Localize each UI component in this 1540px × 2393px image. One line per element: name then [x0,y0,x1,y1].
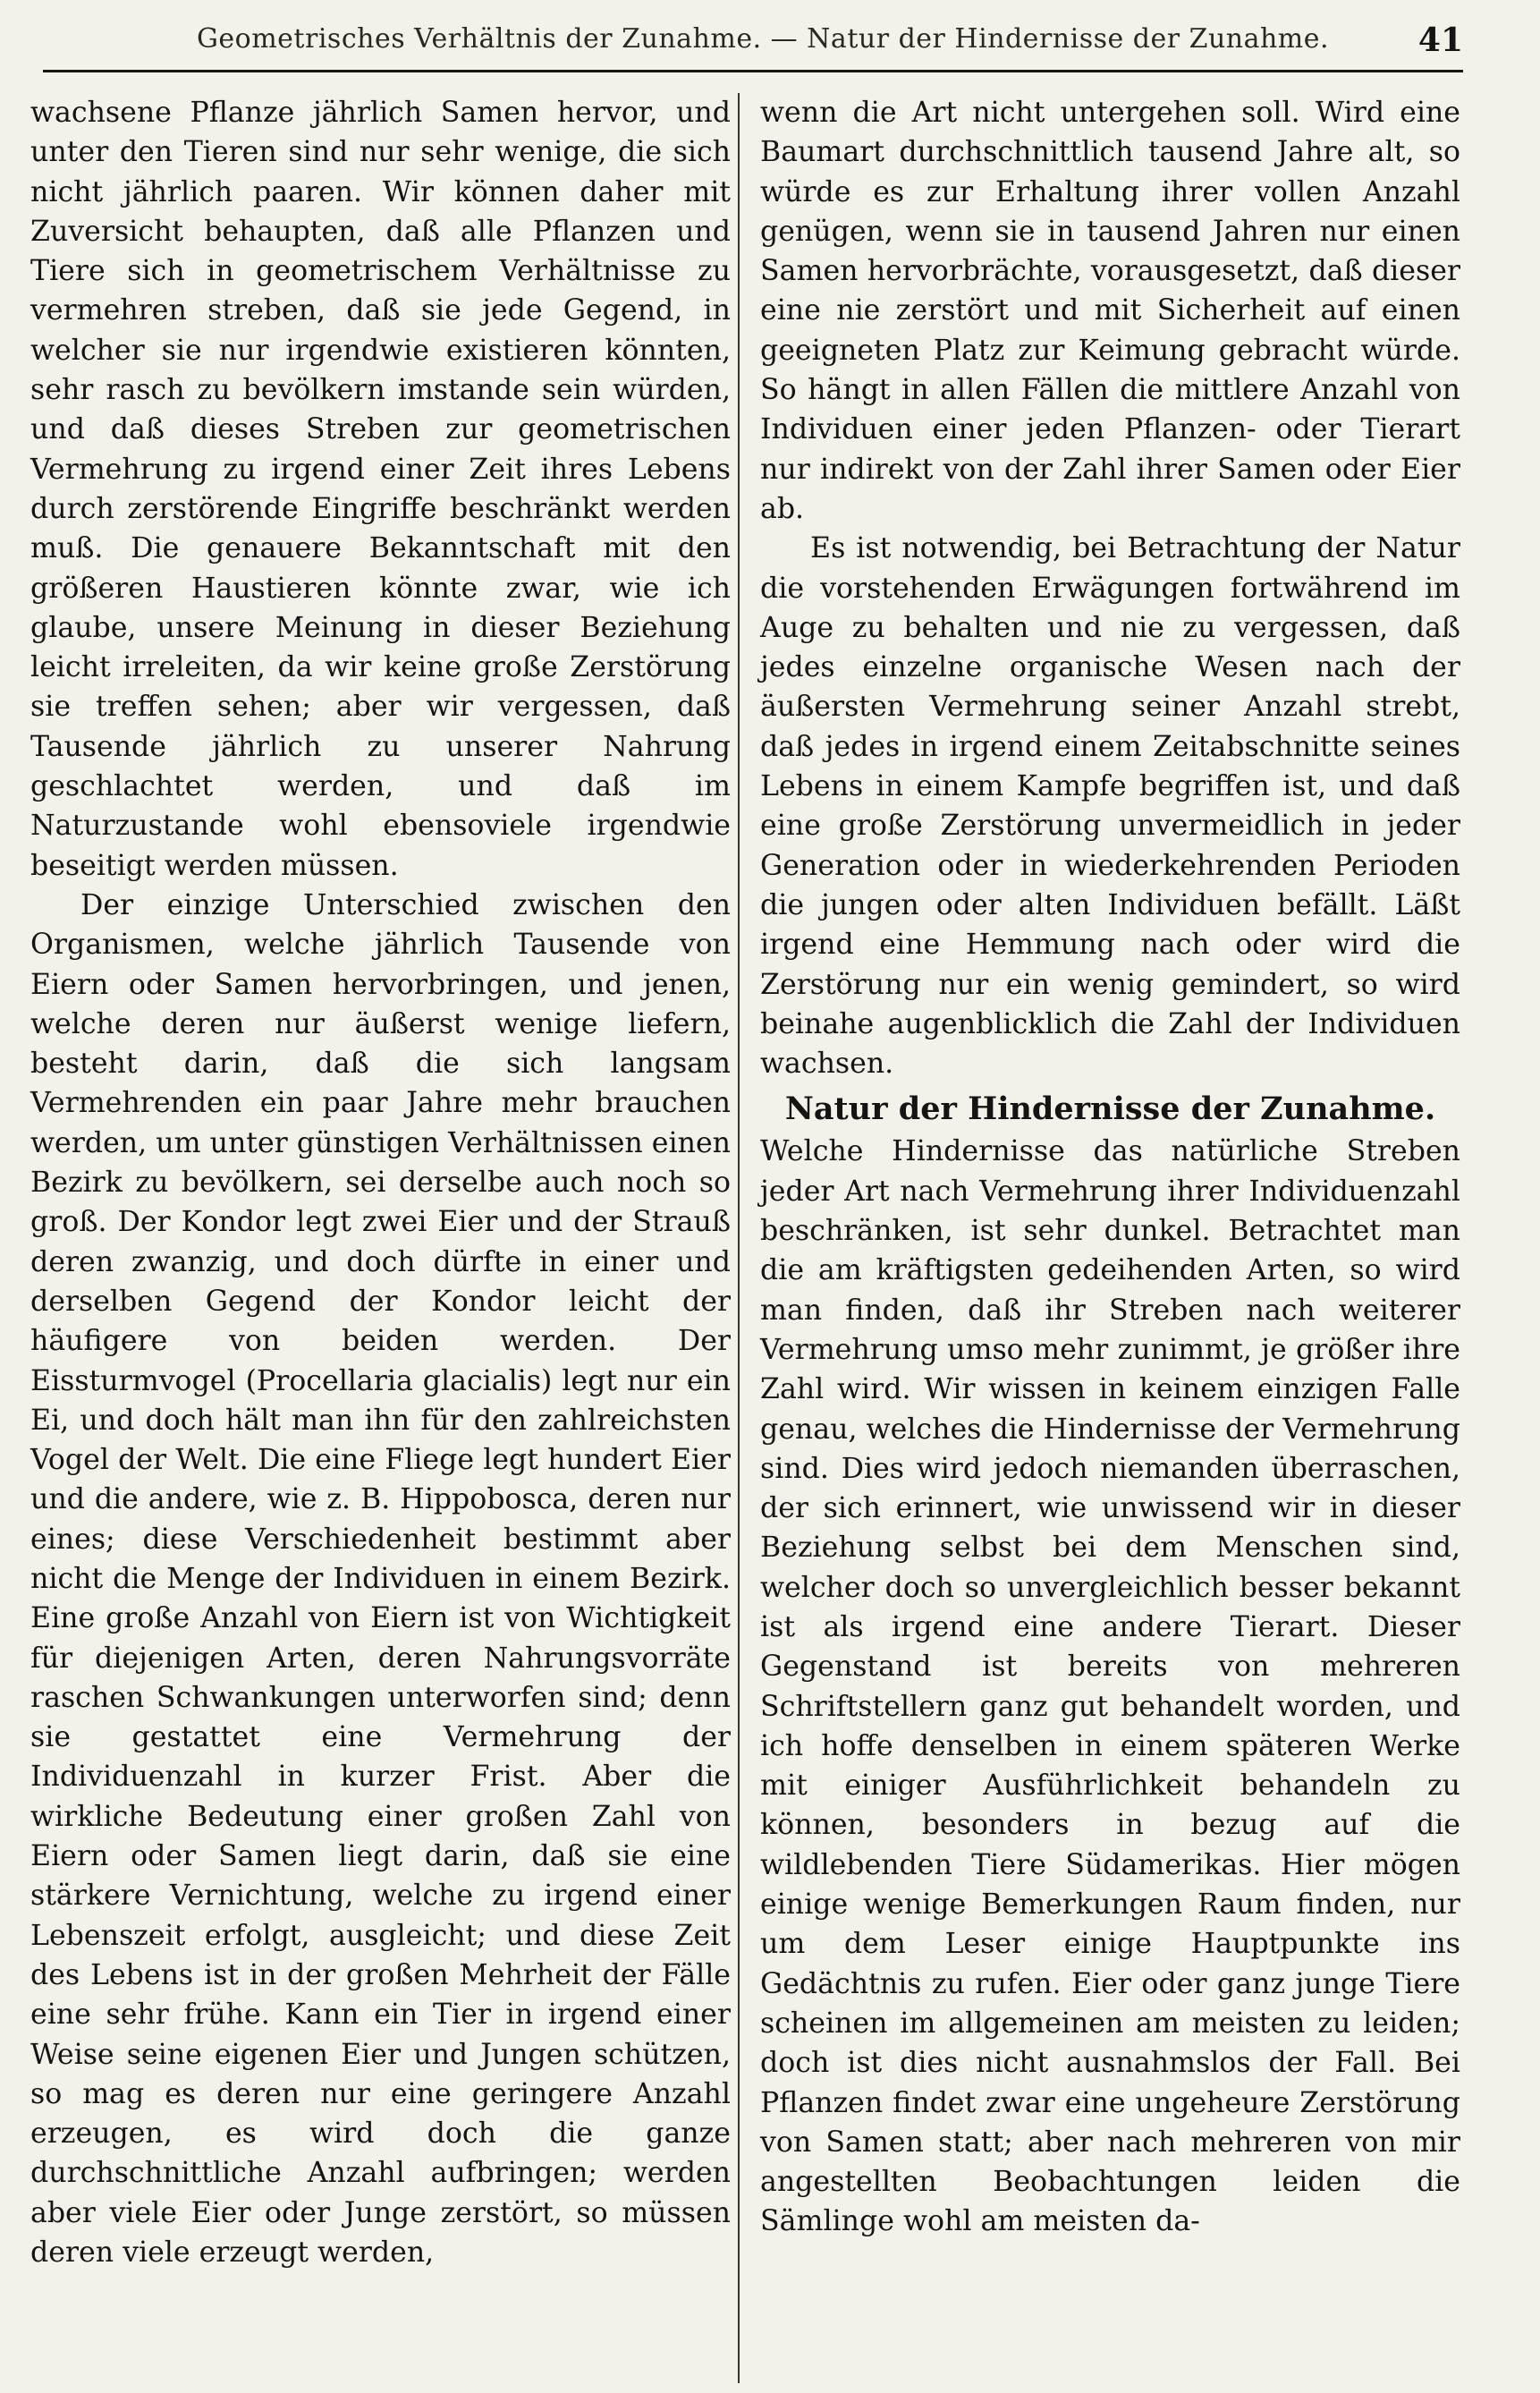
section-heading: Natur der Hindernisse der Zunahme. [784,1090,1436,1128]
header-title: Geometrisches Verhältnis der Zunahme. — Natur der Hindernisse der Zunahme. [196,23,1330,55]
page-number: 41 [1417,21,1463,59]
paragraph: Welche Hindernisse das natürliche Streben jeder Art nach Vermehrung ihrer Individuenzahl beschränken, ist sehr dunkel. Betrachtet man die am kräftigsten gedeihenden Arten, so wird man finden, daß ihr Streben nach weiterer Vermehrung umso mehr zunimmt, je größer ihre Zahl wird. Wir wissen in keinem einzigen Falle genau, welches die Hindernisse der Vermehrung sind. Dies wird jedoch niemanden überraschen, der sich erinnert, wie unwissend wir in dieser Beziehung selbst bei dem Menschen sind, welcher doch so unvergleichlich besser bekannt ist als irgend eine andere Tierart. Dieser Gegenstand ist bereits von mehreren Schriftstellern ganz gut behandelt worden, und ich hoffe denselben in einem späteren Werke mit einiger Ausführlichkeit behandeln zu können, besonders in bezug auf die wildlebenden Tiere Südamerikas. Hier mögen einige wenige Bemerkungen Raum finden, nur um dem Leser einige Hauptpunkte ins Gedächtnis zu rufen. Eier oder ganz junge Tiere scheinen im allgemeinen am meisten zu leiden; doch ist dies nicht ausnahmslos der Fall. Bei Pflanzen findet zwar eine ungeheure Zerstörung von Samen statt; aber nach mehreren von mir angestellten Beobachtungen leiden die Sämlinge wohl am meisten da- [760,1135,1460,2238]
paragraph: wachsene Pflanze jährlich Samen hervor, und unter den Tieren sind nur sehr wenige, die sich nicht jährlich paaren. Wir können daher mit Zuversicht behaupten, daß alle Pflanzen und Tiere sich in geometrischem Verhältnisse zu vermehren streben, daß sie jede Gegend, in welcher sie nur irgendwie existieren könnten, sehr rasch zu bevölkern imstande sein würden, und daß dieses Streben zur geometrischen Vermehrung zu irgend einer Zeit ihres Lebens durch zerstörende Eingriffe beschränkt werden muß. Die genauere Bekanntschaft mit den größeren Haustieren könnte zwar, wie ich glaube, unsere Meinung in dieser Beziehung leicht irreleiten, da wir keine große Zerstörung sie treffen sehen; aber wir vergessen, daß Tausende jährlich zu unserer Nahrung geschlachtet werden, und daß im Naturzustande wohl ebensoviele irgendwie beseitigt werden müssen. [30,97,731,882]
right-column [760,93,1460,2242]
left-column [30,93,731,2272]
running-header [43,13,1463,72]
paragraph: wenn die Art nicht untergehen soll. Wird eine Baumart durchschnittlich tausend Jahre alt, so würde es zur Erhaltung ihrer vollen Anzahl genügen, wenn sie in tausend Jahren nur einen Samen hervorbrächte, vorausgesetzt, daß dieser eine nie zerstört und mit Sicherheit auf einen geeigneten Platz zur Keimung gebracht würde. So hängt in allen Fällen die mittlere Anzahl von Individuen einer jeden Pflanzen- oder Tierart nur indirekt von der Zahl ihrer Samen oder Eier ab. [760,97,1460,525]
paragraph: Der einzige Unterschied zwischen den Organismen, welche jährlich Tausende von Eiern oder Samen hervorbringen, und jenen, welche deren nur äußerst wenige liefern, besteht darin, daß die sich langsam Vermehrenden ein paar Jahre mehr brauchen werden, um unter günstigen Verhältnissen einen Bezirk zu bevölkern, sei derselbe auch noch so groß. Der Kondor legt zwei Eier und der Strauß deren zwanzig, und doch dürfte in einer und derselben Gegend der Kondor leicht der häufigere von beiden werden. Der Eissturmvogel (Procellaria glacialis) legt nur ein Ei, und doch hält man ihn für den zahlreichsten Vogel der Welt. Die eine Fliege legt hundert Eier und die andere, wie z. B. Hippobosca, deren nur eines; diese Verschiedenheit bestimmt aber nicht die Menge der Individuen in einem Bezirk. Eine große Anzahl von Eiern ist von Wichtigkeit für diejenigen Arten, deren Nahrungsvorräte raschen Schwankungen unterworfen sind; denn sie gestattet eine Vermehrung der Individuenzahl in kurzer Frist. Aber die wirkliche Bedeutung einer großen Zahl von Eiern oder Samen liegt darin, daß sie eine stärkere Vernichtung, welche zu irgend einer Lebenszeit erfolgt, ausgleicht; und diese Zeit des Lebens ist in der großen Mehrheit der Fälle eine sehr frühe. Kann ein Tier in irgend einer Weise seine eigenen Eier und Jungen schützen, so mag es deren nur eine geringere Anzahl erzeugen, es wird doch die ganze durchschnittliche Anzahl aufbringen; werden aber viele Eier oder Junge zerstört, so müssen deren viele erzeugt werden, [30,888,731,2270]
column-divider [738,93,740,2383]
paragraph: Es ist notwendig, bei Betrachtung der Natur die vorstehenden Erwägungen fortwährend im Auge zu behalten und nie zu vergessen, daß jedes einzelne organische Wesen nach der äußersten Vermehrung seiner Anzahl strebt, daß jedes in irgend einem Zeitabschnitte seines Lebens in einem Kampfe begriffen ist, und daß eine große Zerstörung unvermeidlich in jeder Generation oder in wiederkehrenden Perioden die jungen oder alten Individuen befällt. Läßt irgend eine Hemmung nach oder wird die Zerstörung nur ein wenig gemindert, so wird beinahe augenblicklich die Zahl der Individuen wachsen. [760,532,1460,1081]
